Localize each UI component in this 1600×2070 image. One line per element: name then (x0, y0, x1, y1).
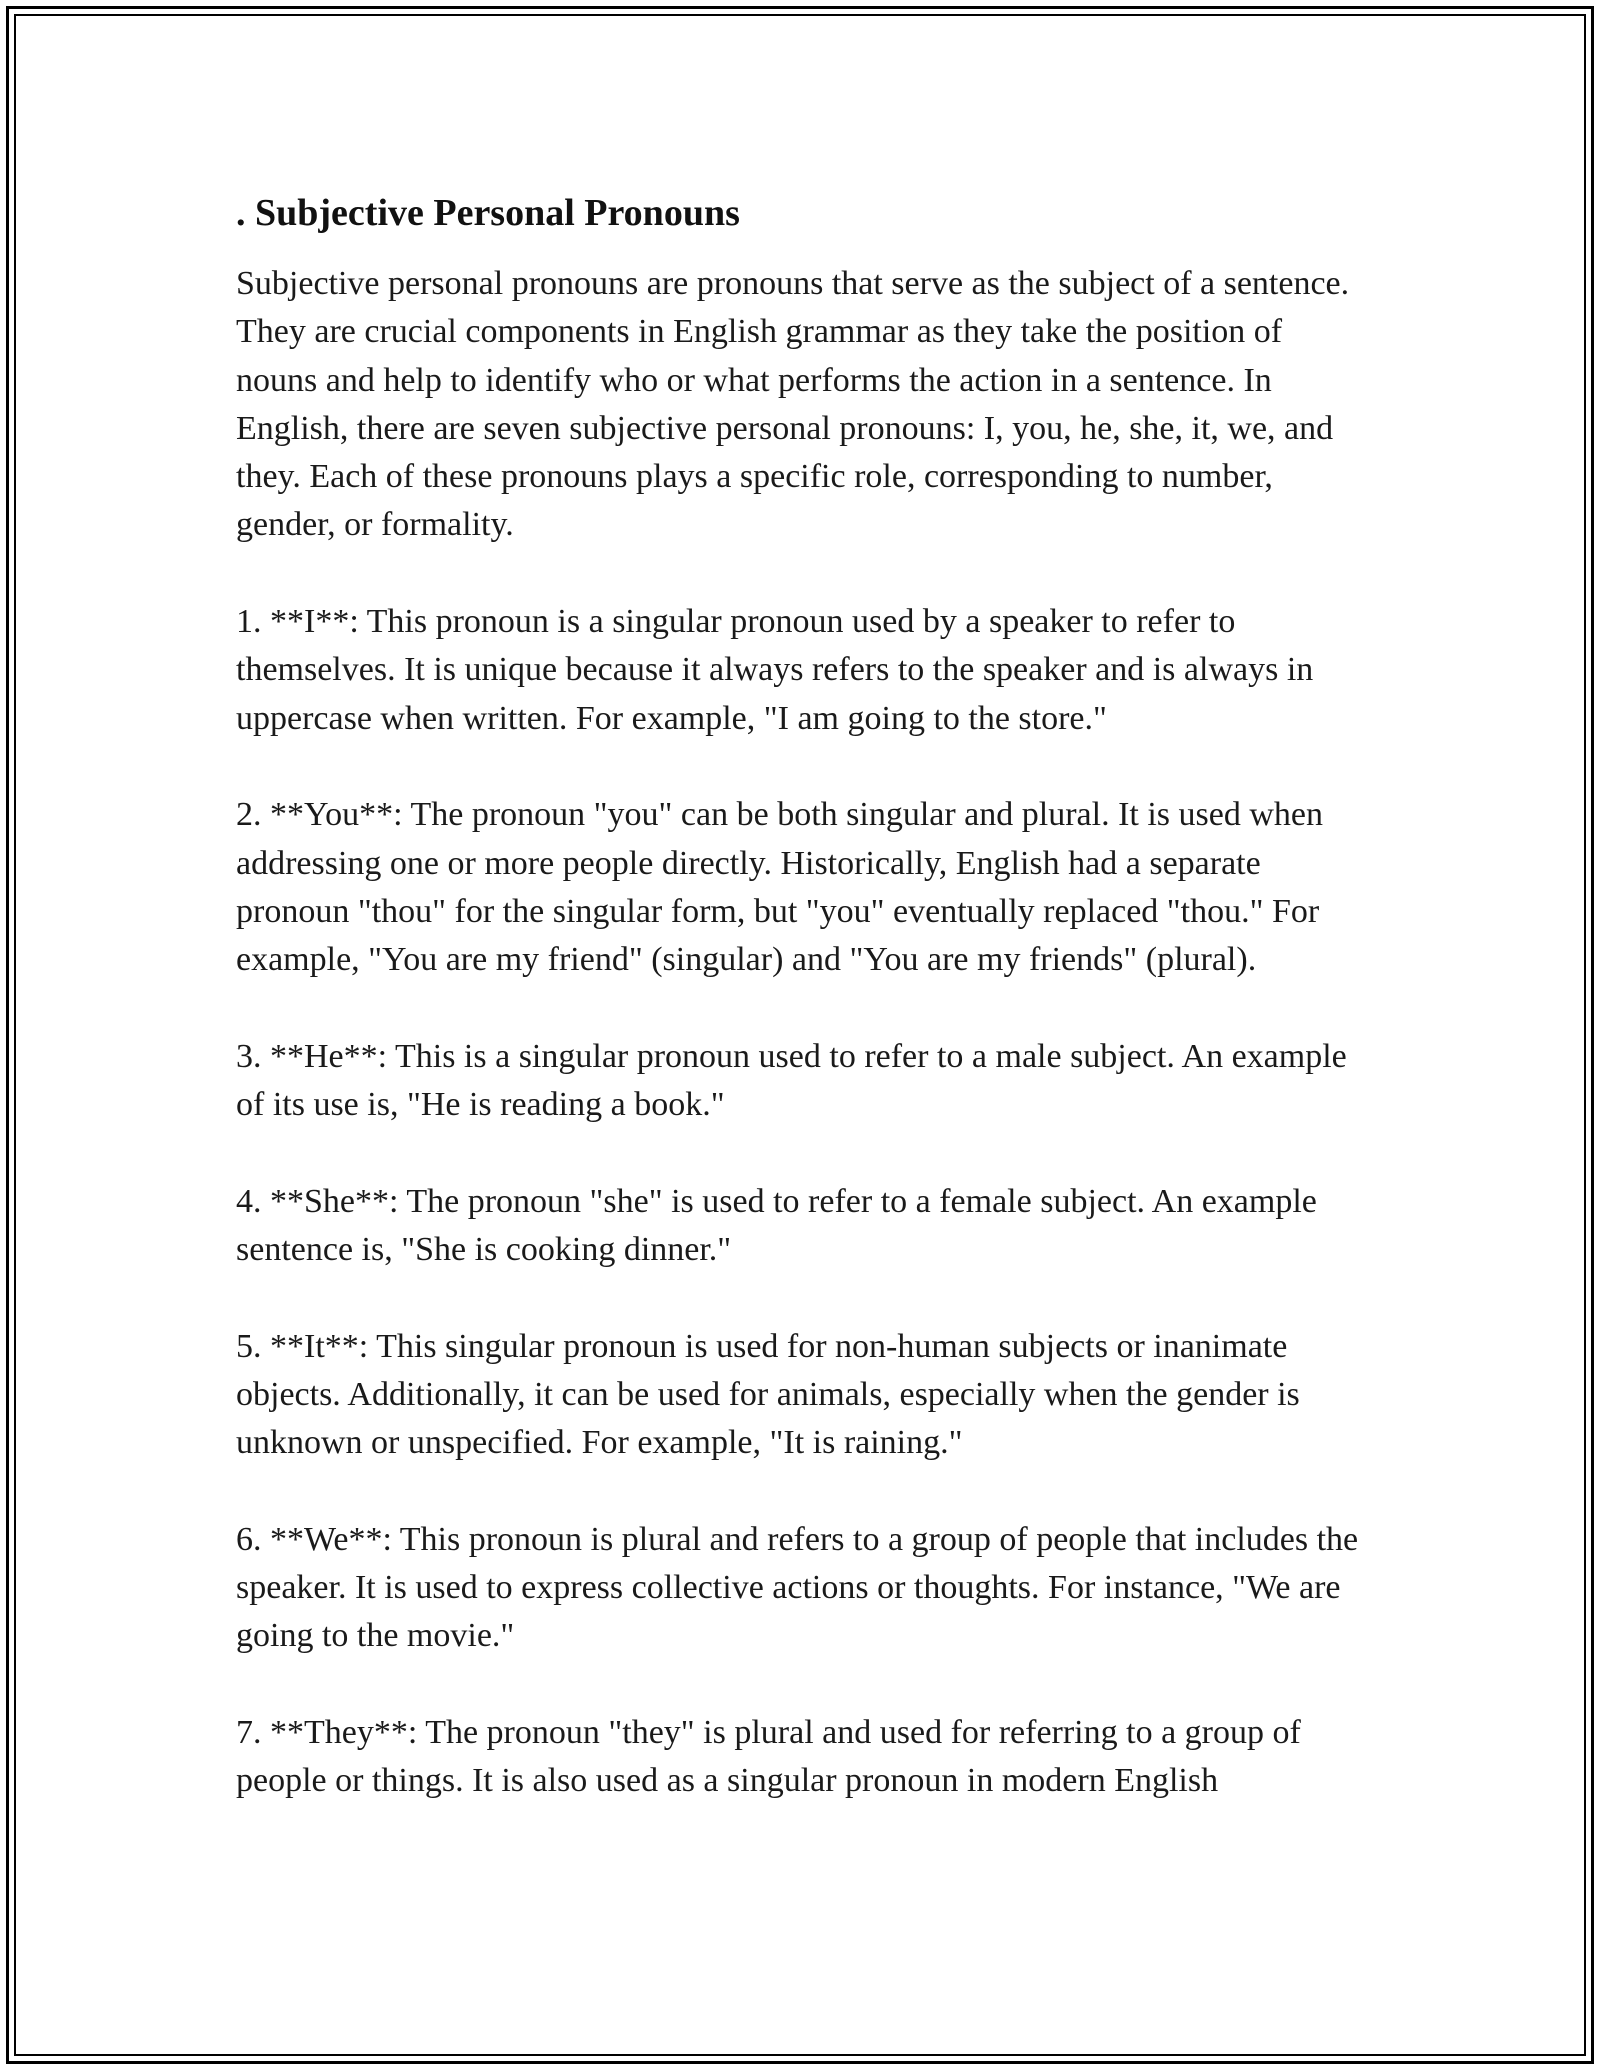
intro-paragraph: Subjective personal pronouns are pronouns that serve as the subject of a sentence. They are crucial components in English grammar as they take the position of nouns and help to identify who or what performs the action in a sentence. In English, there are seven subjective personal pronouns: I, you, he, she, it, we, and they. Each of these pronouns plays a specific role, corresponding to number, gender, or formality. (236, 265, 1350, 544)
document-body (236, 186, 1366, 1854)
list-item-we: 6. **We**: This pronoun is plural and refers to a group of people that includes the speaker. It is used to express collective actions or thoughts. For instance, "We are going to the movie." (236, 1520, 1359, 1655)
list-item-she: 4. **She**: The pronoun "she" is used to refer to a female subject. An example sentence is, "She is cooking dinner." (236, 1182, 1317, 1268)
list-item-he: 3. **He**: This is a singular pronoun used to refer to a male subject. An example of its use is, "He is reading a book." (236, 1037, 1347, 1124)
list-item-i: 1. **I**: This pronoun is a singular pronoun used by a speaker to refer to themselves. It is unique because it always refers to the speaker and is always in uppercase when written. For example, "I am going to the store." (236, 603, 1314, 737)
document-title: . Subjective Personal Pronouns (236, 192, 740, 234)
list-item-it: 5. **It**: This singular pronoun is used for non-human subjects or inanimate objects. Additionally, it can be used for animals, especially when the gender is unknown or unspecified. For example, "It is raining." (236, 1327, 1300, 1462)
list-item-you: 2. **You**: The pronoun "you" can be both singular and plural. It is used when addressing one or more people directly. Historically, English had a separate pronoun "thou" for the singular form, but "you" eventually replaced "thou." For example, "You are my friend" (singular) and "You are my friends" (plural). (236, 796, 1323, 979)
list-item-they: 7. **They**: The pronoun "they" is plural and used for referring to a group of people or things. It is also used as a singular pronoun in modern English (236, 1713, 1301, 1800)
